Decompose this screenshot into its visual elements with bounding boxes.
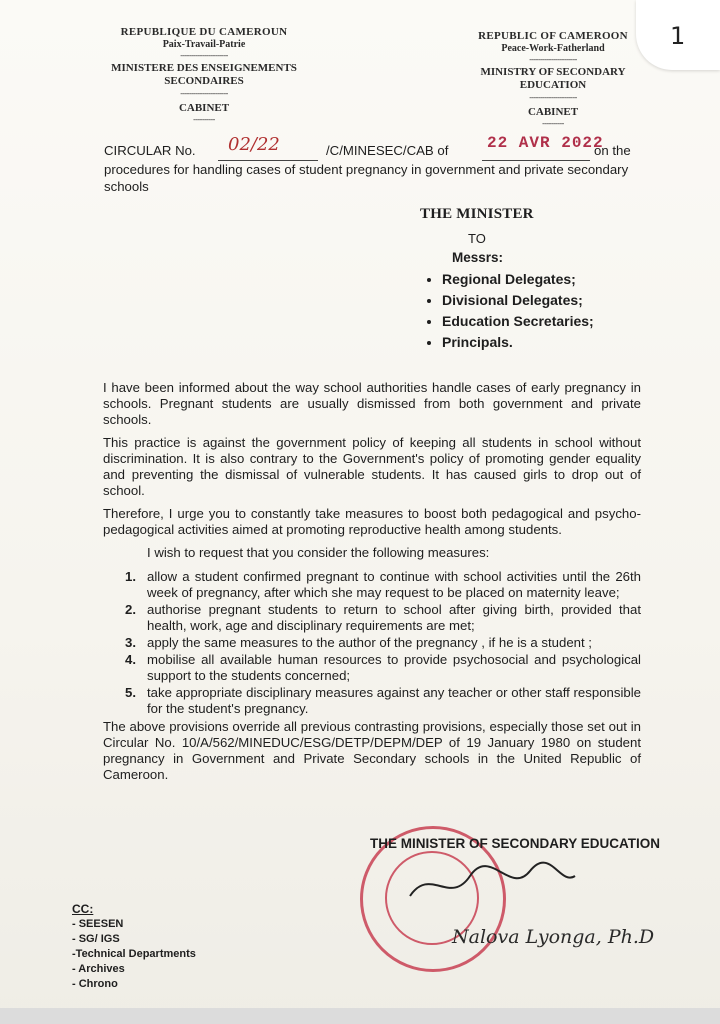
measure-item: 2. authorise pregnant students to return to school after giving birth, provided that health, work, age and disciplinary requirements are met; [125,602,641,633]
list-item: • Education Secretaries; [442,311,594,332]
measure-item: 3. apply the same measures to the author of the pregnancy , if he is a student ; [125,635,592,650]
measure-item: 1. allow a student confirmed pregnant to continue with school activities until the 26th week of pregnancy, after which she may request to be placed on maternity leave; [125,569,641,600]
page-number-badge [636,0,720,70]
measure-item: 4. mobilise all available human resources to provide psychosocial and psychological support to the students concerned; [125,652,641,683]
header-left-divider-1: ---------------------- [180,51,228,60]
date-underline [482,160,590,161]
header-right-country: REPUBLIC OF CAMEROON [478,30,628,42]
addressee-block [420,206,594,353]
cc-block [72,902,196,992]
paragraph-3: Therefore, I urge you to constantly take measures to boost both pedagogical and psycho-pedagogical activities aimed at promoting reproductive health among students. [103,506,641,537]
paragraph-2: This practice is against the government policy of keeping all students in school without discrimination. It is also contrary to the Government's policy of promoting gender equality and preventing the dismissal of vulnerable students. It has caused girls to drop out of school. [103,435,641,498]
handwritten-signature [400,856,580,916]
paragraph-1: I have been informed about the way school authorities handle cases of early pregnancy in schools. Pregnant students are usually dismissed from both government and private schools. [103,380,641,427]
circular-label: CIRCULAR No. [104,143,196,158]
cc-item: - SG/ IGS [72,933,120,945]
header-left-country: REPUBLIQUE DU CAMEROUN [120,26,288,38]
list-item: • Regional Delegates; [442,269,594,290]
cc-item: -Technical Departments [72,948,196,960]
paragraph-4: The above provisions override all previous contrasting provisions, especially those set out in Circular No. 10/A/562/MINEDUC/ESG/DETP/DEPM/DEP of 19 January 1980 on student pregnancy in Government and Private Secondary schools in the United Republic of Cameroon. [103,719,641,782]
measure-item: 5. take appropriate disciplinary measures against any teacher or other staff responsible for the student's pregnancy. [125,685,641,716]
header-right [470,30,636,130]
header-right-divider-2: ---------------------- [529,93,577,102]
header-left-ministry: MINISTERE DES ENSEIGNEMENTS SECONDAIRES [111,62,297,87]
header-right-divider-1: ---------------------- [529,55,577,64]
circular-heading [104,134,640,195]
messrs-label: Messrs: [452,250,504,265]
list-item: • Divisional Delegates; [442,290,594,311]
header-right-cabinet: CABINET [527,106,579,118]
cc-item: - SEESEN [72,918,124,930]
header-left-cabinet: CABINET [178,102,230,114]
cc-item: - Chrono [72,978,118,990]
number-underline [218,160,318,161]
page-number: 1 [670,22,686,50]
signature-title: THE MINISTER OF SECONDARY EDUCATION [370,836,661,851]
header-left-divider-3: ---------- [193,115,215,124]
signatory-name: Nalova Lyonga, Ph.D [452,926,655,948]
addressee-list [420,269,594,353]
to-label: TO [468,231,486,246]
from-minister: THE MINISTER [420,206,534,222]
request-line: I wish to request that you consider the following measures: [147,545,490,560]
letter-body [103,380,641,790]
circular-date-stamp: 22 AVR 2022 [487,134,604,152]
measures-list [103,569,641,717]
header-right-motto: Peace-Work-Fatherland [501,43,605,54]
header-right-ministry: MINISTRY OF SECONDARY EDUCATION [480,66,626,91]
header-left [92,26,316,126]
bottom-strip [0,1008,720,1024]
cc-item: - Archives [72,963,125,975]
circular-ref: /C/MINESEC/CAB of [326,143,449,158]
circular-on-the: on the [594,143,631,158]
header-right-divider-3: ---------- [542,119,564,128]
header-left-motto: Paix-Travail-Patrie [162,39,246,50]
header-left-divider-2: ---------------------- [180,89,228,98]
list-item: • Principals. [442,332,594,353]
circular-number: 02/22 [228,134,280,155]
cc-label: CC: [72,902,94,916]
circular-title: procedures for handling cases of student pregnancy in government and private secondary schools [104,162,629,194]
